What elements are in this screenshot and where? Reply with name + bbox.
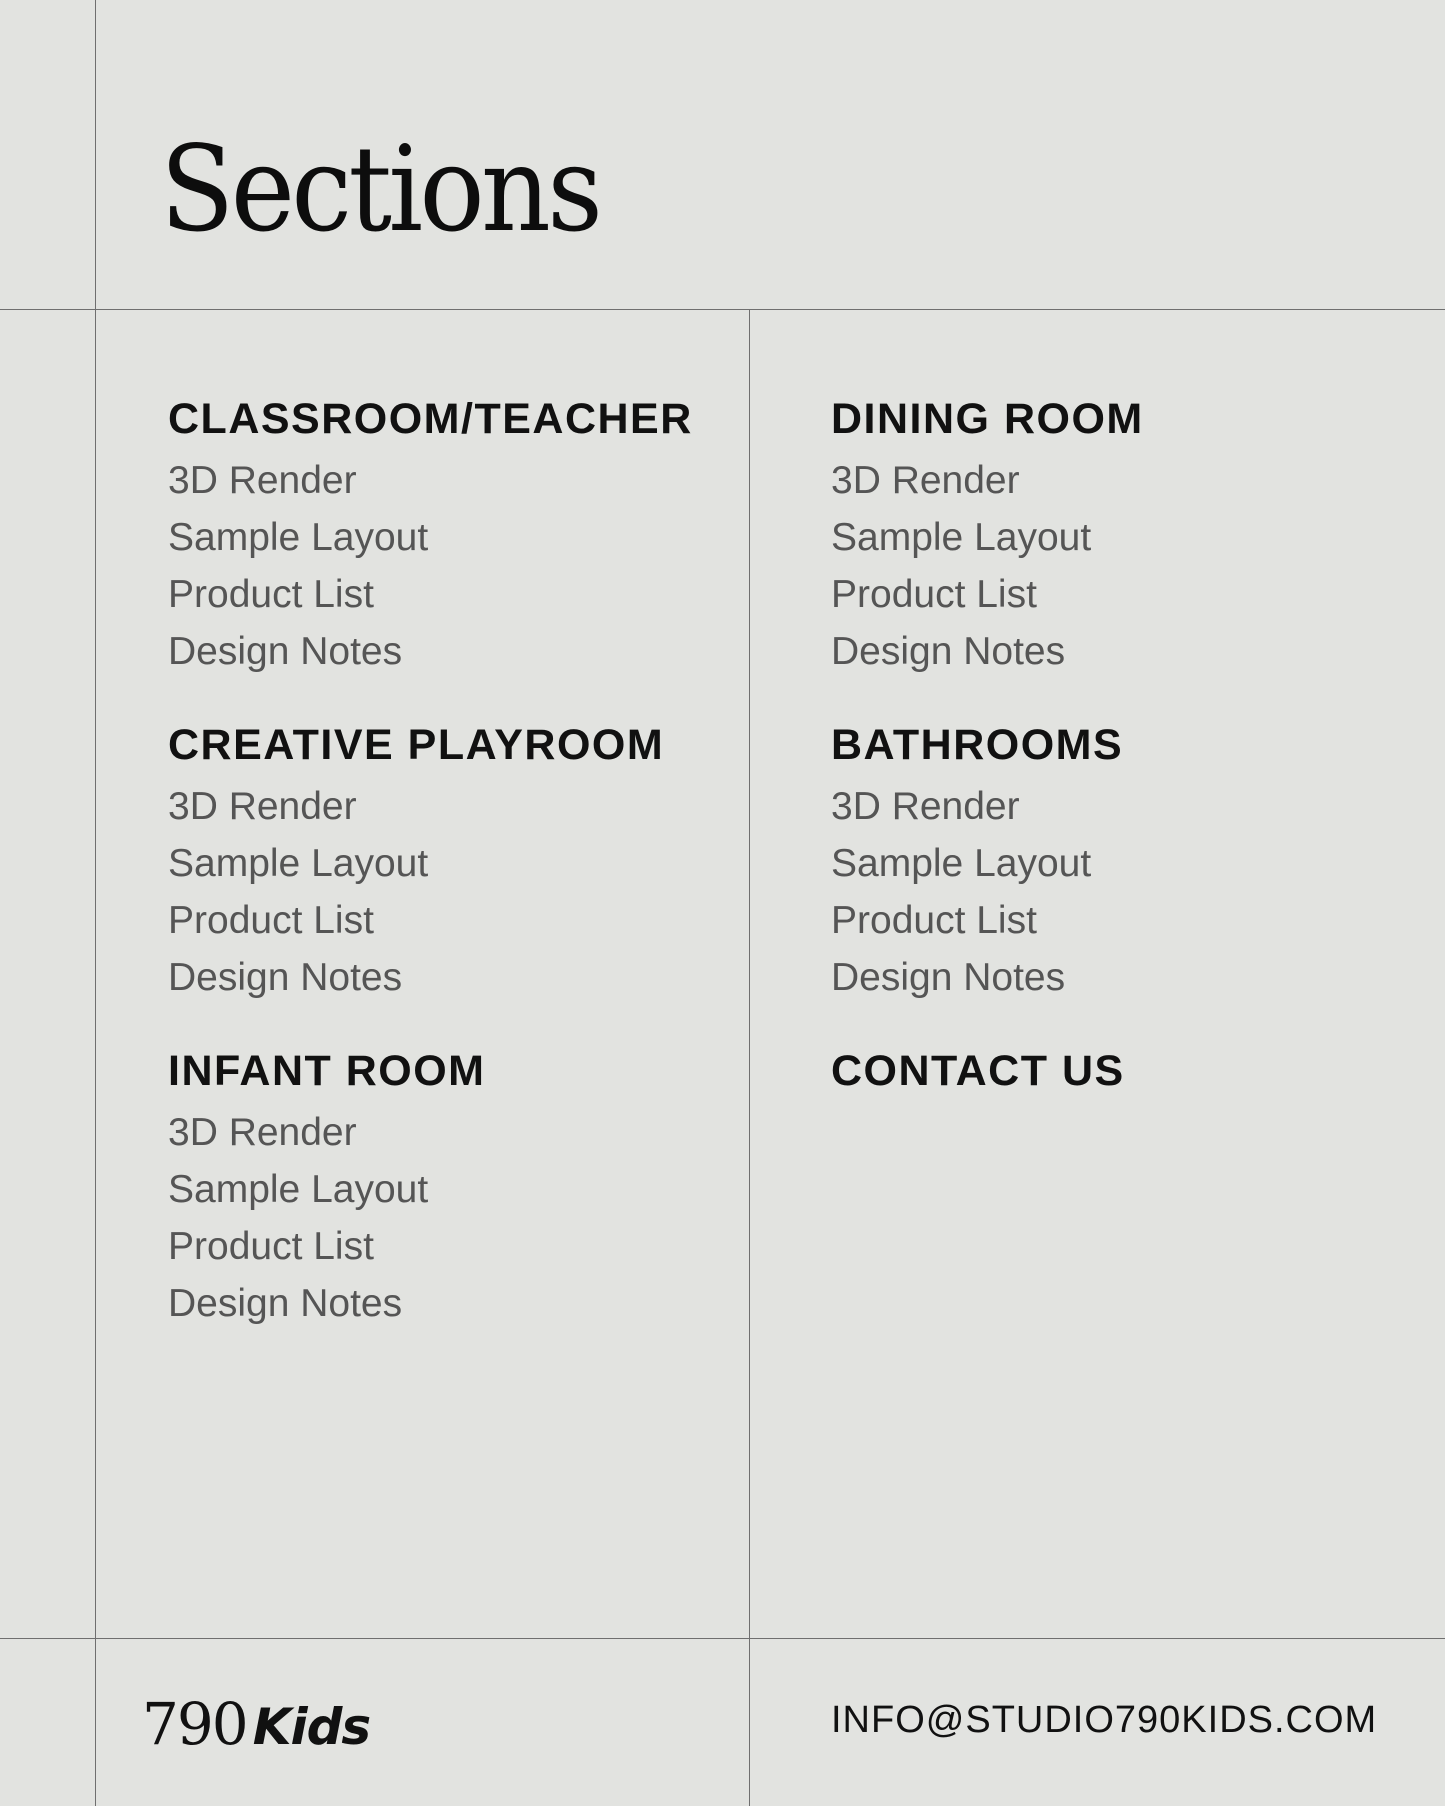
section-heading: INFANT ROOM xyxy=(168,1047,486,1095)
section-item: 3D Render xyxy=(168,785,357,828)
section-dining-room xyxy=(831,392,1431,680)
header-divider xyxy=(0,309,1445,310)
section-item: Design Notes xyxy=(831,956,1066,999)
section-item: Sample Layout xyxy=(168,842,429,885)
section-item: 3D Render xyxy=(831,785,1020,828)
section-bathrooms xyxy=(831,718,1431,1006)
section-contact-us xyxy=(831,1044,1431,1098)
section-item: Product List xyxy=(831,899,1037,942)
section-item: Design Notes xyxy=(168,630,403,673)
section-classroom-teacher xyxy=(168,392,768,680)
contact-email: INFO@STUDIO790KIDS.COM xyxy=(831,1699,1378,1741)
left-margin-rule xyxy=(95,0,96,1806)
section-item: Sample Layout xyxy=(831,516,1092,559)
section-item: 3D Render xyxy=(168,459,357,502)
footer-divider xyxy=(0,1638,1445,1639)
section-item: 3D Render xyxy=(831,459,1020,502)
section-item-list xyxy=(831,452,1431,680)
section-item-list xyxy=(168,1104,768,1332)
section-heading: BATHROOMS xyxy=(831,721,1124,769)
section-item: Sample Layout xyxy=(168,1168,429,1211)
section-heading: DINING ROOM xyxy=(831,395,1144,443)
section-item: 3D Render xyxy=(168,1111,357,1154)
section-item-list xyxy=(168,778,768,1006)
section-item: Product List xyxy=(168,1225,374,1268)
section-item: Product List xyxy=(168,573,374,616)
section-item: Sample Layout xyxy=(168,516,429,559)
section-item-list xyxy=(168,452,768,680)
section-item: Design Notes xyxy=(168,1282,403,1325)
logo-number: 790 xyxy=(142,1690,247,1758)
page-title: Sections xyxy=(160,120,600,258)
logo-wordmark: Kids xyxy=(252,1698,371,1756)
section-item: Sample Layout xyxy=(831,842,1092,885)
section-heading: CONTACT US xyxy=(831,1047,1125,1095)
section-heading: CLASSROOM/TEACHER xyxy=(168,395,693,443)
sections-column-left xyxy=(168,392,768,1370)
section-item: Design Notes xyxy=(831,630,1066,673)
section-heading: CREATIVE PLAYROOM xyxy=(168,721,665,769)
section-item-list xyxy=(831,778,1431,1006)
sections-column-right xyxy=(831,392,1431,1136)
section-item: Product List xyxy=(831,573,1037,616)
section-creative-playroom xyxy=(168,718,768,1006)
brand-logo xyxy=(142,1690,370,1758)
section-item: Product List xyxy=(168,899,374,942)
section-item: Design Notes xyxy=(168,956,403,999)
section-infant-room xyxy=(168,1044,768,1332)
